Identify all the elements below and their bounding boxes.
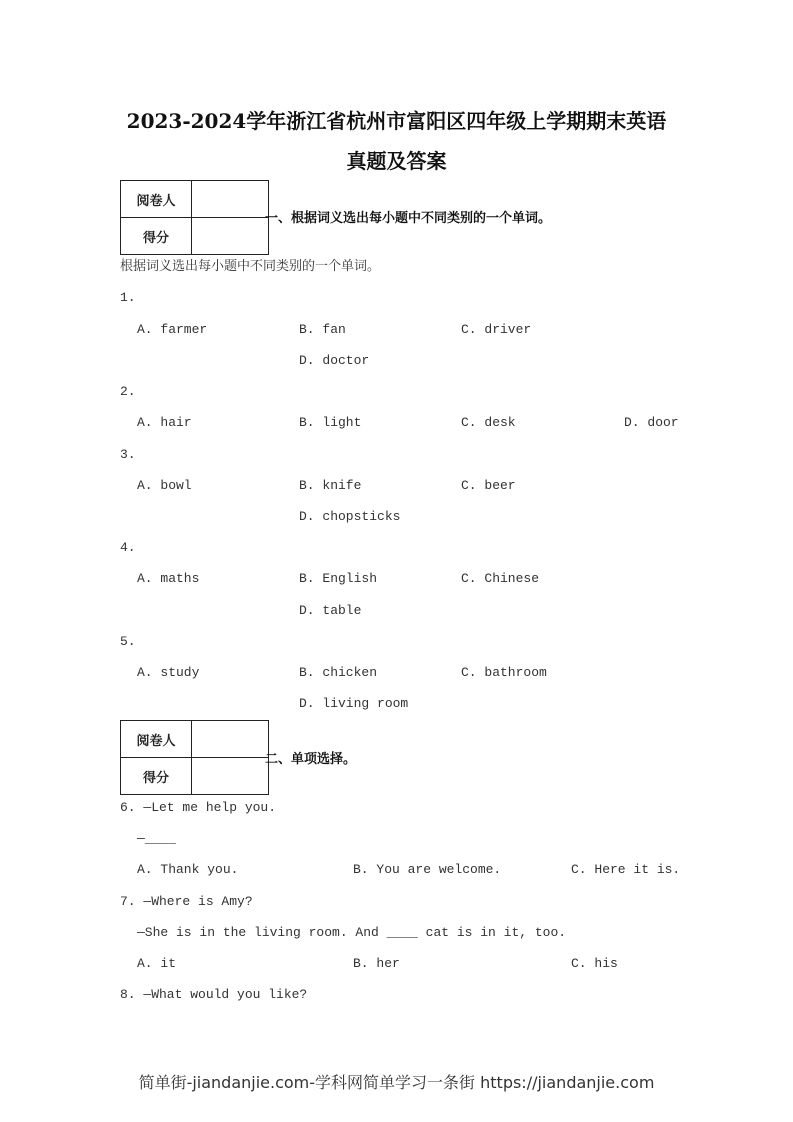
answer-option: C. bathroom — [461, 665, 547, 680]
answer-option: A. study — [137, 665, 200, 680]
question-number: 4. — [120, 540, 136, 555]
question-text: 8. —What would you like? — [120, 987, 308, 1002]
question-text: 6. —Let me help you. — [120, 800, 277, 815]
answer-option: B. chicken — [299, 665, 378, 680]
score-cell — [192, 218, 269, 255]
answer-option: C. driver — [461, 322, 532, 337]
score-cell — [192, 758, 269, 795]
answer-option: D. doctor — [299, 353, 370, 368]
section1-instruction: 根据词义选出每小题中不同类别的一个单词。 — [120, 259, 381, 274]
reviewer-label: 阅卷人 — [121, 181, 192, 218]
answer-option: C. Here it is. — [571, 862, 681, 877]
answer-option: A. Thank you. — [137, 862, 239, 877]
answer-option: C. desk — [461, 415, 516, 430]
answer-option: B. light — [299, 415, 362, 430]
question-number: 3. — [120, 447, 136, 462]
answer-option: B. You are welcome. — [353, 862, 502, 877]
score-label: 得分 — [121, 218, 192, 255]
answer-option: B. fan — [299, 322, 346, 337]
document-title-line1: 2023-2024学年浙江省杭州市富阳区四年级上学期期末英语 — [126, 109, 667, 133]
question-number: 2. — [120, 384, 136, 399]
answer-option: B. her — [353, 956, 400, 971]
answer-option: D. living room — [299, 696, 409, 711]
answer-option: C. beer — [461, 478, 516, 493]
answer-option: D. door — [624, 415, 679, 430]
reviewer-label: 阅卷人 — [121, 721, 192, 758]
question-number: 5. — [120, 634, 136, 649]
answer-option: B. knife — [299, 478, 362, 493]
answer-option: A. it — [137, 956, 177, 971]
section1-heading: 一、根据词义选出每小题中不同类别的一个单词。 — [265, 211, 552, 226]
answer-option: D. chopsticks — [299, 509, 401, 524]
answer-option: C. Chinese — [461, 571, 540, 586]
score-table-2 — [120, 720, 269, 795]
answer-option: A. hair — [137, 415, 192, 430]
question-text: 7. —Where is Amy? — [120, 894, 253, 909]
answer-option: D. table — [299, 603, 362, 618]
section2-heading: 二、单项选择。 — [265, 752, 357, 767]
reviewer-cell — [192, 721, 269, 758]
score-label: 得分 — [121, 758, 192, 795]
answer-option: A. maths — [137, 571, 200, 586]
answer-option: C. his — [571, 956, 618, 971]
question-text: —____ — [137, 831, 177, 846]
answer-option: B. English — [299, 571, 378, 586]
question-number: 1. — [120, 290, 136, 305]
reviewer-cell — [192, 181, 269, 218]
score-table-1 — [120, 180, 269, 255]
answer-option: A. bowl — [137, 478, 192, 493]
document-title-line2: 真题及答案 — [346, 149, 447, 173]
footer-watermark: 简单街-jiandanjie.com-学科网简单学习一条街 https://jiandanjie.com — [138, 1073, 655, 1092]
question-text: —She is in the living room. And ____ cat is in it, too. — [137, 925, 567, 940]
answer-option: A. farmer — [137, 322, 208, 337]
